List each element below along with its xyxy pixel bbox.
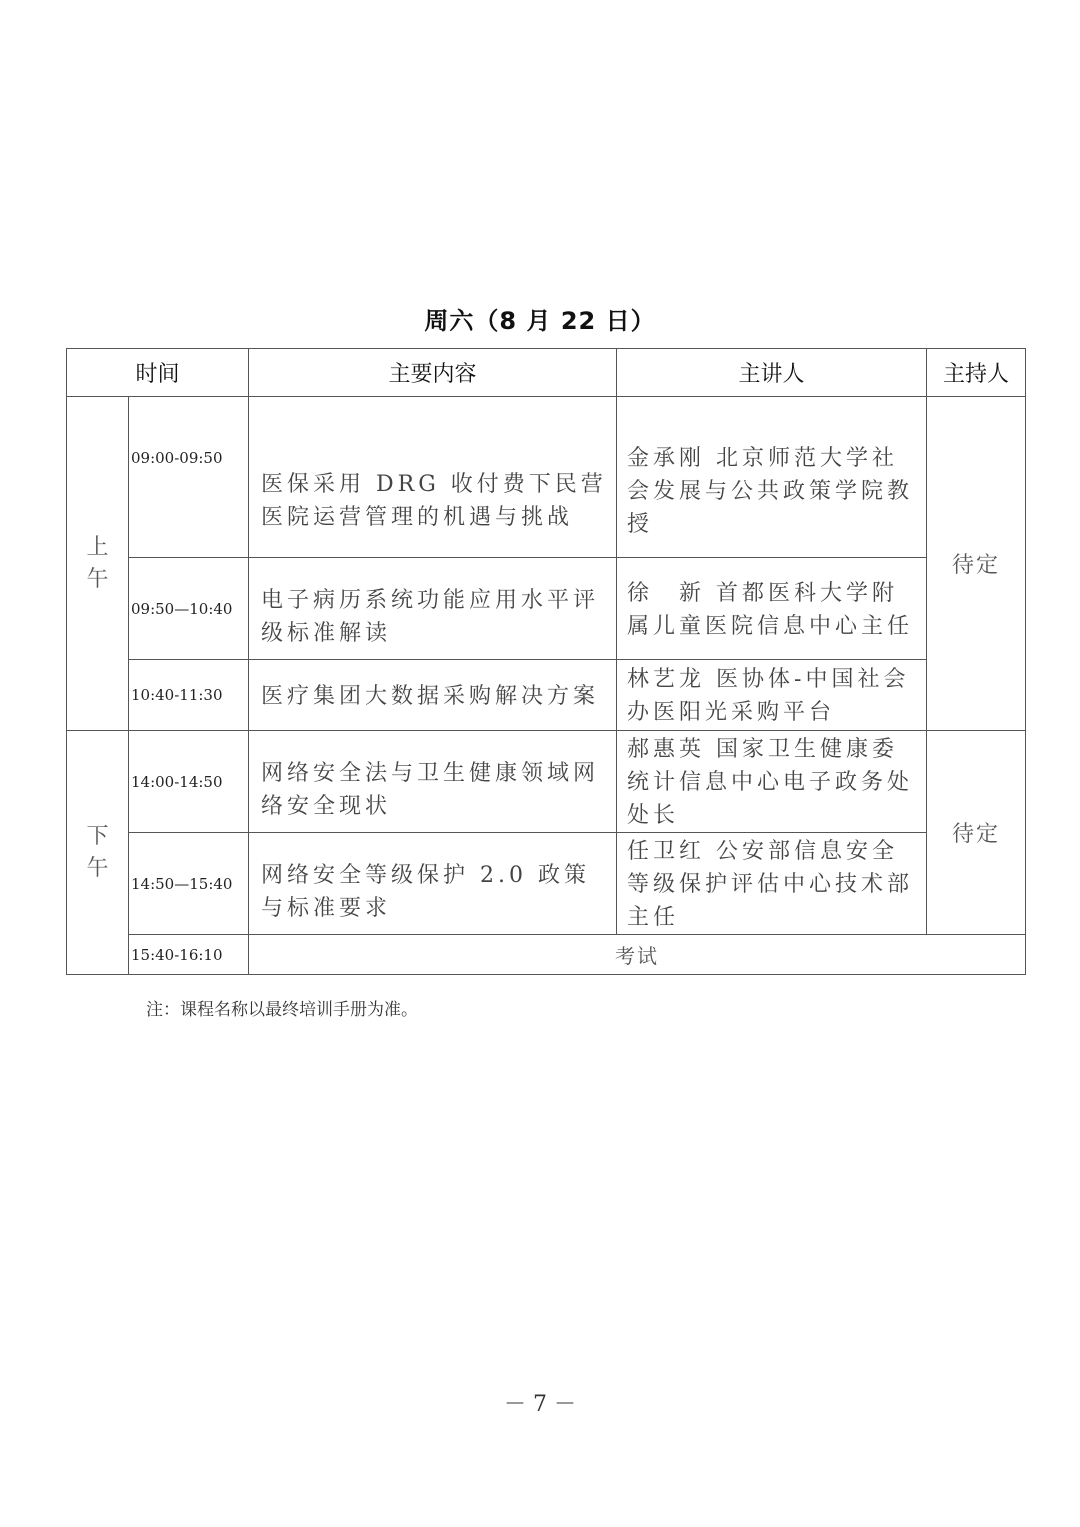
host-morning: 待定 [927,397,1026,731]
session-content: 网络安全等级保护 2.0 政策与标准要求 [249,833,617,935]
session-content: 医疗集团大数据采购解决方案 [249,660,617,731]
table-row [67,731,1026,833]
session-time: 14:50—15:40 [129,833,249,935]
session-time: 10:40-11:30 [129,660,249,731]
session-content: 医保采用 DRG 收付费下民营医院运营管理的机遇与挑战 [249,397,617,558]
period-afternoon [67,731,129,975]
table-row [67,558,1026,660]
footnote: 注：课程名称以最终培训手册为准。 [146,1000,418,1020]
table-row [67,833,1026,935]
session-content: 电子病历系统功能应用水平评级标准解读 [249,558,617,660]
host-afternoon: 待定 [927,731,1026,935]
session-content: 网络安全法与卫生健康领域网络安全现状 [249,731,617,833]
period-morning-char-2: 午 [86,566,109,592]
period-morning [67,397,129,731]
header-content: 主要内容 [249,349,617,397]
session-time: 09:50—10:40 [129,558,249,660]
header-time: 时间 [67,349,249,397]
period-morning-char-1: 上 [86,534,109,560]
session-time: 09:00-09:50 [129,397,249,558]
page-title: 周六（8 月 22 日） [424,307,656,335]
table-header-row [67,349,1026,397]
session-speaker: 任卫红 公安部信息安全等级保护评估中心技术部主任 [617,833,927,935]
session-speaker: 徐 新 首都医科大学附属儿童医院信息中心主任 [617,558,927,660]
period-afternoon-char-2: 午 [86,855,109,881]
header-speaker: 主讲人 [617,349,927,397]
table-row [67,935,1026,975]
header-host: 主持人 [927,349,1026,397]
exam-label: 考试 [249,935,1026,975]
session-speaker: 林艺龙 医协体-中国社会办医阳光采购平台 [617,660,927,731]
table-row [67,660,1026,731]
session-time: 14:00-14:50 [129,731,249,833]
page-number: － 7 － [504,1392,576,1417]
table-row [67,397,1026,558]
exam-time: 15:40-16:10 [129,935,249,975]
period-afternoon-char-1: 下 [86,823,109,849]
session-speaker: 郝惠英 国家卫生健康委统计信息中心电子政务处处长 [617,731,927,833]
session-speaker: 金承刚 北京师范大学社会发展与公共政策学院教授 [617,397,927,558]
schedule-table [66,348,1026,975]
